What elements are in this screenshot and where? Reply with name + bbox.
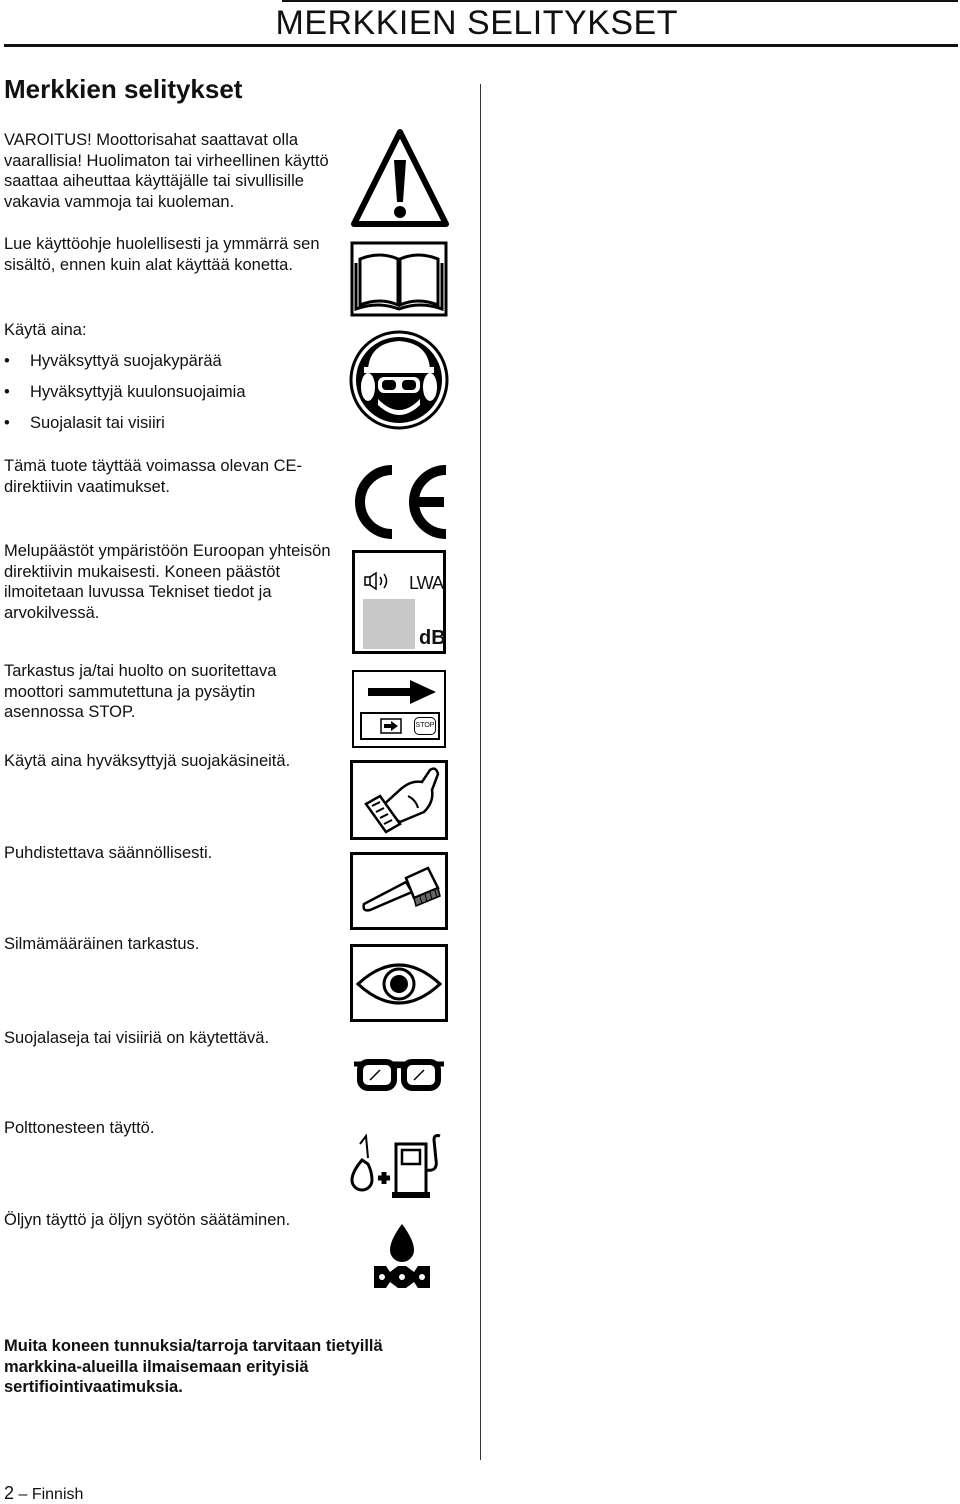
noise-value-box (363, 599, 415, 649)
bullet-glasses: • Suojalasit tai visiiri (4, 414, 165, 432)
footer-dash: – (18, 1486, 28, 1503)
goggles-text: Suojalaseja tai visiiriä on käytettävä. (4, 1029, 270, 1047)
switch-arrow-icon (380, 718, 402, 734)
page-footer (4, 1483, 83, 1504)
ce-text: Tämä tuote täyttää voimassa olevan CE-direktiivin vaatimukset. (4, 457, 303, 496)
bullet-ear-protection-label: Hyväksyttyjä kuulonsuojaimia (30, 383, 246, 401)
section-title: Merkkien selitykset (4, 74, 243, 104)
brush-icon (350, 852, 448, 930)
goggles-icon (350, 1040, 448, 1100)
always-use-text: Käytä aina: (4, 321, 87, 339)
manual-text: Lue käyttöohje huolellisesti ja ymmärrä sen sisältö, ennen kuin alat käyttää konetta. (4, 235, 320, 274)
oil-chain-icon (370, 1222, 434, 1294)
fuel-text: Polttonesteen täyttö. (4, 1119, 155, 1137)
lwa-label: LWA (409, 573, 444, 593)
bullet-helmet: • Hyväksyttyä suojakypärää (4, 352, 222, 370)
bullet-glasses-label: Suojalasit tai visiiri (30, 414, 165, 432)
bullet-helmet-label: Hyväksyttyä suojakypärää (30, 352, 222, 370)
clean-text: Puhdistettava säännöllisesti. (4, 844, 213, 862)
header-top-rule (282, 0, 958, 2)
open-book-icon (350, 241, 448, 317)
closing-note: Muita koneen tunnuksia/tarroja tarvitaan tietyillä markkina-alueilla ilmaisemaan erityisiä sertifiointivaatimuksia. (4, 1337, 383, 1396)
glove-icon (350, 760, 448, 840)
stop-octagon (414, 717, 436, 735)
fuel-pump-icon (350, 1130, 448, 1202)
noise-text: Melupäästöt ympäristöön Euroopan yhteisön direktiivin mukaisesti. Koneen päästöt ilmoitetaan luvussa Tekniset tiedot ja arvokilvessä. (4, 542, 331, 622)
ce-mark-icon (348, 462, 452, 542)
eye-icon (350, 944, 448, 1022)
protective-helmet-icon (348, 329, 450, 431)
column-divider (480, 84, 481, 1460)
warning-triangle-icon (350, 128, 450, 228)
speaker-icon (363, 571, 391, 591)
page-number: 2 (4, 1483, 15, 1503)
gloves-text: Käytä aina hyväksyttyjä suojakäsineitä. (4, 752, 291, 770)
arrow-right-icon (366, 680, 436, 704)
noise-label-icon (352, 550, 446, 654)
stop-text: Tarkastus ja/tai huolto on suoritettava moottori sammutettuna ja pysäytin asennossa STOP. (4, 662, 277, 721)
stop-switch-icon (352, 670, 446, 748)
db-label: dB (419, 627, 446, 649)
footer-language: Finnish (31, 1486, 84, 1503)
header-bottom-rule (4, 44, 958, 47)
inspect-text: Silmämääräinen tarkastus. (4, 935, 200, 953)
page-header-title: MERKKIEN SELITYKSET (275, 4, 678, 42)
bullet-ear-protection: • Hyväksyttyjä kuulonsuojaimia (4, 383, 246, 401)
warning-text: VAROITUS! Moottorisahat saattavat olla vaarallisia! Huolimaton tai virheellinen käyttö saattaa aiheuttaa käyttäjälle tai sivullisille vakavia vammoja tai kuoleman. (4, 131, 329, 211)
oil-text: Öljyn täyttö ja öljyn syötön säätäminen. (4, 1211, 291, 1229)
stop-label: STOP (415, 722, 435, 729)
